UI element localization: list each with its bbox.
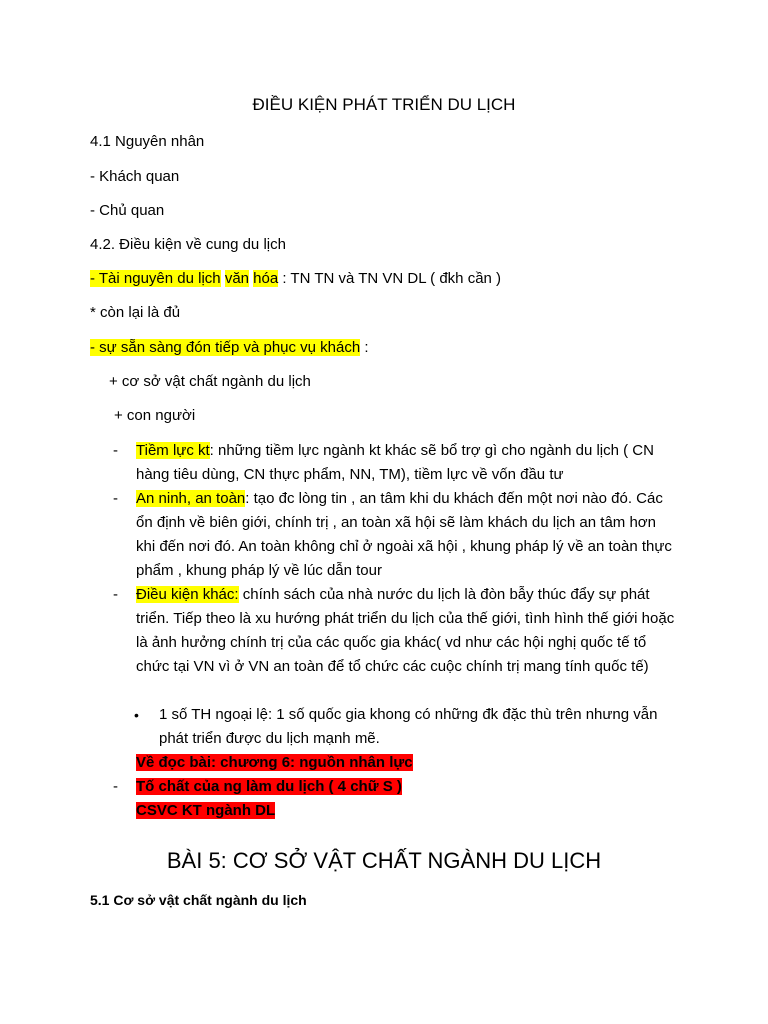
highlight-van: văn [224, 270, 249, 287]
section-5-1-heading: 5.1 Cơ sở vật chất ngành du lịch [90, 892, 307, 908]
list-item-dieu-kien-khac [136, 583, 676, 679]
highlight-doc-bai: Về đọc bài: chương 6: nguồn nhân lực [136, 754, 413, 771]
dash-marker: - [113, 490, 118, 507]
highlight-tai-nguyen: - Tài nguyên du lịch [90, 270, 221, 287]
section-4-1: 4.1 Nguyên nhân [90, 133, 205, 150]
line-san-sang [90, 337, 369, 359]
highlight-hoa: hóa [253, 270, 279, 287]
document-title: ĐIỀU KIỆN PHÁT TRIỂN DU LỊCH [252, 95, 516, 114]
line-con-lai: * còn lại là đủ [90, 304, 181, 321]
an-ninh-text: : tạo đc lòng tin , an tâm khi du khách đến một nơi nào đó. Các ổn định về biên giới, chính trị , an toàn xã hội sẽ làm khách du lịch an tâm hơn khi đến nơi đó. An toàn không chỉ ở ngoài xã hội , khung pháp lý về an toàn thực phẩm , khung pháp lý về lúc dẫn tour [136, 490, 672, 579]
tai-nguyen-rest: : TN TN và TN VN DL ( đkh cần ) [278, 270, 502, 287]
line-khach-quan: - Khách quan [90, 168, 180, 185]
tiem-luc-text: : những tiềm lực ngành kt khác sẽ bổ trợ gì cho ngành du lịch ( CN hàng tiêu dùng, CN thực phẩm, NN, TM), tiềm lực về vốn đầu tư [136, 442, 654, 483]
highlight-dieu-kien-khac: Điều kiện khác: [136, 586, 239, 603]
dash-marker: - [113, 586, 118, 603]
dieu-kien-khac-text: chính sách của nhà nước du lịch là đòn bẫy thúc đẩy sự phát triển. Tiếp theo là xu hướng phát triển du lịch của thế giới, tình hình thế giới hoặc là ảnh hưởng chính trị của các quốc gia khác( vd như các hội nghị quốc tế tổ chức tại VN vì ở VN an toàn để tổ chức các cuộc chính trị mang tính quốc tế) [136, 586, 675, 675]
list-item-an-ninh [136, 487, 676, 583]
red-note-doc-bai [136, 751, 413, 775]
highlight-csvc: CSVC KT ngành DL [136, 802, 276, 819]
san-sang-rest: : [360, 339, 369, 356]
dash-marker: - [113, 778, 118, 795]
bullet-ngoai-le: 1 số TH ngoại lệ: 1 số quốc gia khong có những đk đặc thù trên nhưng vẫn phát triển được du lịch mạnh mẽ. [159, 706, 658, 747]
lesson-5-heading: BÀI 5: CƠ SỞ VẬT CHẤT NGÀNH DU LỊCH [166, 848, 602, 873]
dash-marker: - [113, 442, 118, 459]
red-note-to-chat [136, 775, 402, 799]
line-chu-quan: - Chủ quan [90, 202, 165, 219]
highlight-tiem-luc: Tiềm lực kt [136, 442, 210, 459]
bullet-marker: • [134, 707, 139, 723]
red-note-csvc [136, 799, 275, 823]
highlight-an-ninh: An ninh, an toàn [136, 490, 246, 507]
list-item-tiem-luc [136, 439, 676, 487]
line-tai-nguyen [90, 268, 501, 290]
highlight-to-chat: Tố chất của ng làm du lịch ( 4 chữ S ) [136, 778, 402, 795]
line-csvc: + cơ sở vật chất ngành du lịch [109, 373, 311, 390]
highlight-san-sang: - sự sẵn sàng đón tiếp và phục vụ khách [90, 339, 361, 356]
section-4-2: 4.2. Điều kiện về cung du lịch [90, 236, 286, 253]
line-con-nguoi: + con người [114, 407, 196, 424]
